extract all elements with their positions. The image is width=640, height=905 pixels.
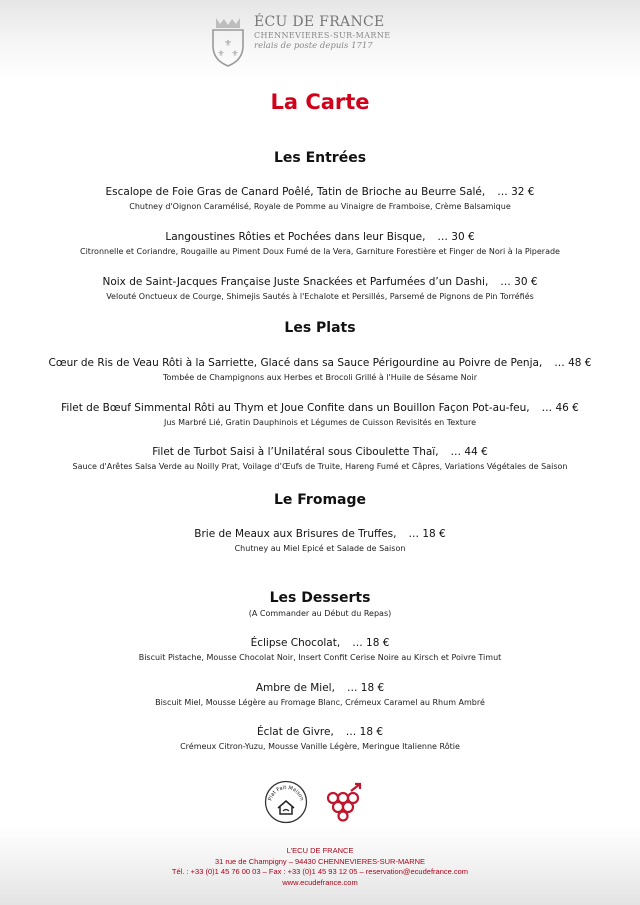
dish-description: Jus Marbré Lié, Gratin Dauphinois et Légumes de Cuisson Revisités en Texture	[163, 418, 477, 427]
footer-address: 31 rue de Champigny – 94430 CHENNEVIERES-SUR-MARNE	[214, 856, 426, 866]
dish-description: Crémeux Citron-Yuzu, Mousse Vanille Légère, Meringue Italienne Rôtie	[180, 742, 460, 751]
dish-dessert-3	[0, 726, 640, 738]
dish-name: Ambre de Miel,	[255, 682, 335, 694]
dish-description: Biscuit Miel, Mousse Légère au Fromage Blanc, Crémeux Caramel au Rhum Ambré	[155, 698, 485, 707]
dish-dessert-2	[0, 682, 640, 694]
section-heading-fromage: Le Fromage	[273, 492, 367, 508]
dish-name: Langoustines Rôties et Pochées dans leur Bisque,	[165, 231, 426, 243]
dish-entree-1	[0, 186, 640, 198]
restaurant-town: CHENNEVIERES-SUR-MARNE	[254, 31, 391, 40]
dish-entree-3	[0, 276, 640, 288]
restaurant-name: ÉCU DE FRANCE	[254, 14, 385, 30]
svg-text:⚜: ⚜	[217, 49, 225, 58]
dish-price: … 18 €	[346, 682, 385, 694]
dish-name: Filet de Turbot Saisi à l’Unilatéral sous Ciboulette Thaï,	[152, 446, 439, 458]
dish-name: Filet de Bœuf Simmental Rôti au Thym et Joue Confite dans un Bouillon Façon Pot-au-feu,	[61, 402, 530, 414]
desserts-note: (A Commander au Début du Repas)	[248, 609, 392, 618]
restaurant-tagline: relais de poste depuis 1717	[254, 41, 373, 51]
dish-description: Chutney d'Oignon Caramélisé, Royale de Pomme au Vinaigre de Framboise, Crème Balsamique	[129, 202, 511, 211]
dish-name: Brie de Meaux aux Brisures de Truffes,	[194, 528, 397, 540]
dish-plat-1	[0, 357, 640, 369]
dish-price: … 18 €	[408, 528, 446, 540]
dish-name: Noix de Saint-Jacques Française Juste Snackées et Parfumées d’un Dashi,	[102, 276, 489, 288]
dish-description: Biscuit Pistache, Mousse Chocolat Noir, Insert Confit Cerise Noire au Kirsch et Poivre Timut	[138, 653, 502, 662]
section-heading-entrees: Les Entrées	[273, 150, 367, 166]
dish-price: … 46 €	[541, 402, 579, 414]
dish-description: Tombée de Champignons aux Herbes et Brocoli Grillé à l'Huile de Sésame Noir	[162, 373, 477, 382]
dish-dessert-1	[0, 637, 640, 649]
footer-name: L'ECU DE FRANCE	[286, 846, 354, 855]
menu-title: La Carte	[270, 90, 370, 114]
dish-price: … 48 €	[554, 357, 592, 369]
dish-plat-3	[0, 446, 640, 458]
dish-description: Chutney au Miel Epicé et Salade de Saison	[234, 544, 406, 553]
dish-name: Éclipse Chocolat,	[250, 637, 341, 649]
dish-description: Sauce d'Arêtes Salsa Verde au Noilly Prat, Voilage d’Œufs de Truite, Hareng Fumé et Câpres, Variations Végétales de Saison	[72, 462, 568, 471]
dish-price: … 30 €	[437, 231, 475, 243]
svg-text:⚜: ⚜	[231, 49, 239, 58]
dish-price: … 30 €	[500, 276, 538, 288]
dish-plat-2	[0, 402, 640, 414]
footer-website: www.ecudefrance.com	[282, 877, 358, 887]
restaurant-header	[210, 14, 450, 70]
dish-price: … 18 €	[352, 637, 390, 649]
fait-maison-label: Plat Fait Maison	[267, 784, 305, 802]
dish-price: … 18 €	[345, 726, 384, 738]
dish-description: Citronnelle et Coriandre, Rougaille au Piment Doux Fumé de la Vera, Garniture Forestière et Finger de Nori à la Piperade	[80, 247, 560, 256]
dish-price: … 32 €	[497, 186, 535, 198]
dish-name: Escalope de Foie Gras de Canard Poêlé, Tatin de Brioche au Beurre Salé,	[105, 186, 486, 198]
fait-maison-logo-icon	[264, 780, 308, 824]
dish-entree-2	[0, 231, 640, 243]
footer-contact	[0, 846, 640, 888]
dish-name: Éclat de Givre,	[256, 726, 334, 738]
dish-fromage-1	[0, 528, 640, 540]
section-heading-desserts: Les Desserts	[269, 590, 371, 606]
section-heading-plats: Les Plats	[284, 320, 356, 336]
label-logos	[264, 780, 374, 830]
dish-description: Velouté Onctueux de Courge, Shimejis Sautés à l'Echalote et Persillés, Parsemé de Pignons de Pin Torréfiés	[106, 292, 534, 301]
dish-price: … 44 €	[450, 446, 488, 458]
dish-name: Cœur de Ris de Veau Rôti à la Sarriette, Glacé dans sa Sauce Périgourdine au Poivre de Penja,	[48, 357, 543, 369]
footer-phone-email: Tél. : +33 (0)1 45 76 00 03 – Fax : +33 (0)1 45 93 12 05 – reservation@ecudefrance.com	[171, 867, 469, 876]
grapes-logo-icon	[324, 782, 364, 822]
crest-logo-icon	[210, 16, 246, 68]
svg-text:⚜: ⚜	[223, 39, 233, 49]
